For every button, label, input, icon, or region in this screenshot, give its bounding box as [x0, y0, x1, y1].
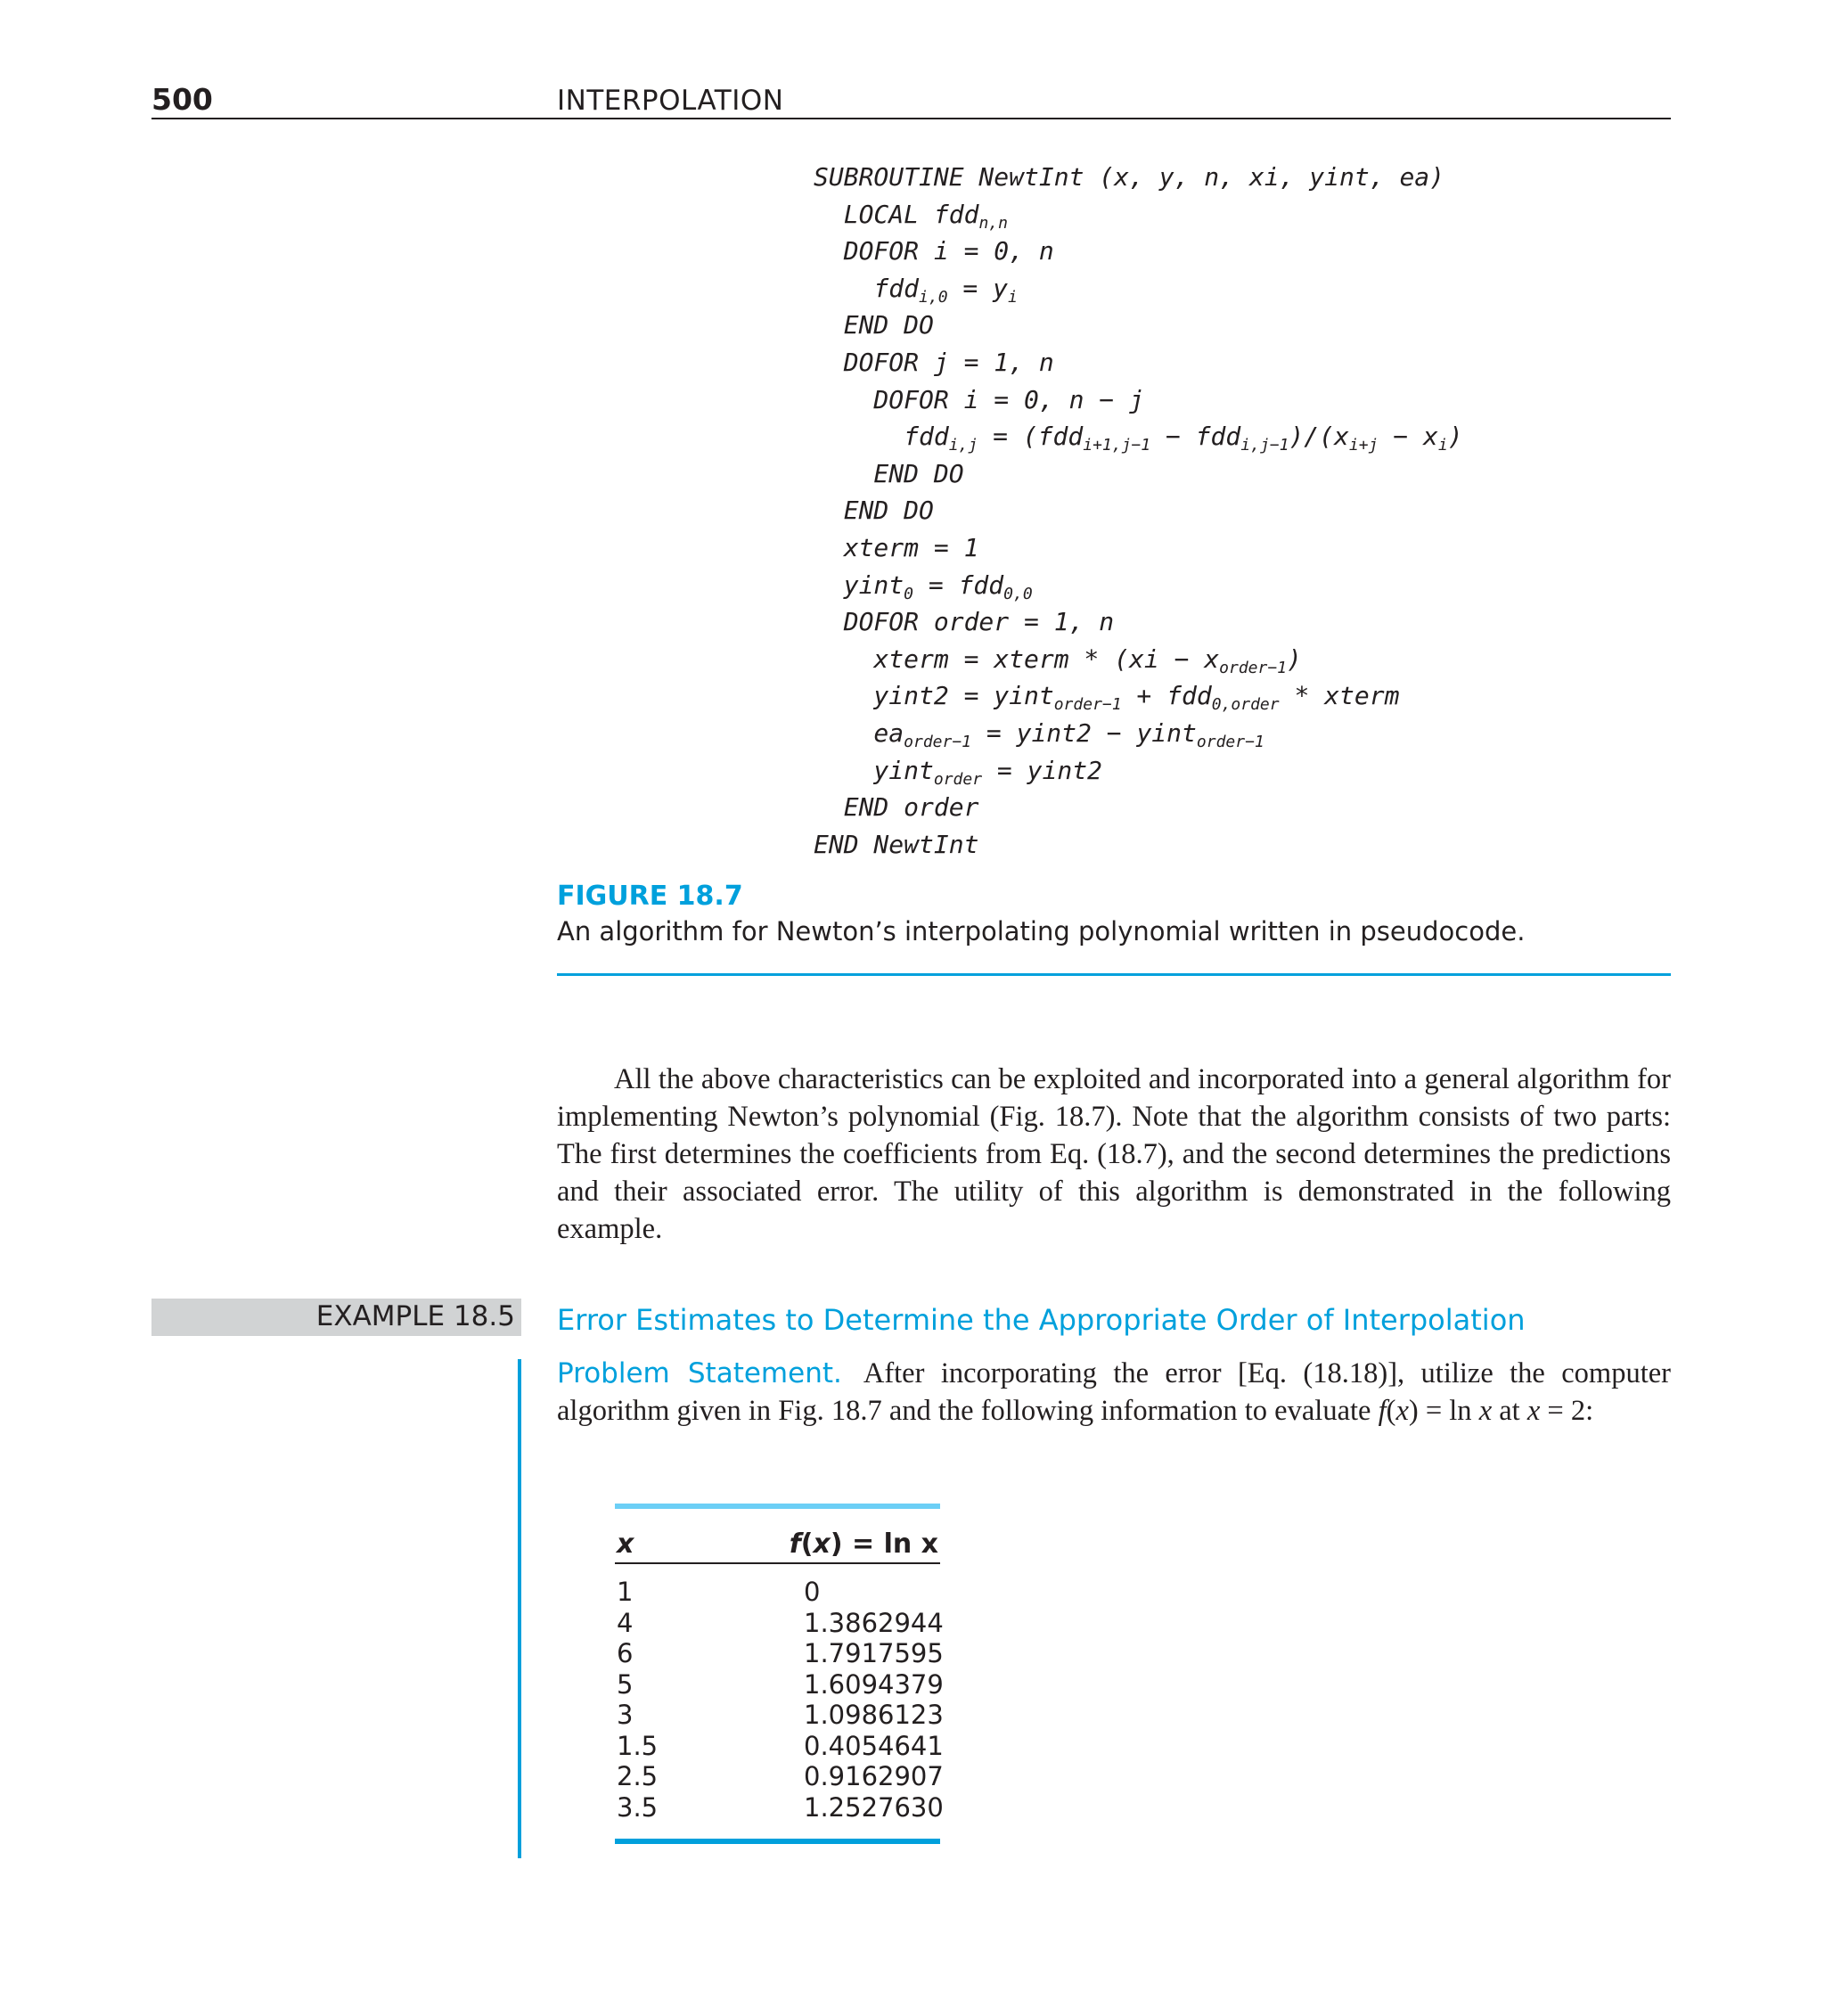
table-row: [615, 1791, 944, 1823]
pseudocode-line: END NewtInt: [814, 829, 979, 859]
pseudocode-line: END order: [814, 792, 979, 823]
table-cell-x: 2.5: [617, 1761, 659, 1791]
table-row: [615, 1668, 944, 1700]
pseudocode-line: $fdd_{i,0} = y_i$: [814, 273, 1018, 307]
pseudocode-line: xterm = xterm * $(xi - x_{order-1})$: [814, 643, 1302, 677]
problem-statement: [557, 1355, 1671, 1430]
pseudocode-line: DOFOR i = 0, n − j: [814, 384, 1144, 414]
problem-paren: (: [1386, 1395, 1396, 1427]
table-cell-fx: 0: [804, 1577, 821, 1607]
example-title: Error Estimates to Determine the Appropriate Order of Interpolation: [557, 1303, 1526, 1337]
pseudocode-line: yint$_{order}$ = yint2: [814, 755, 1102, 789]
problem-x3: x: [1526, 1395, 1541, 1427]
table-cell-x: 3.5: [617, 1791, 659, 1823]
problem-x2: x: [1478, 1395, 1493, 1427]
table-cell-x: 6: [617, 1638, 634, 1668]
header-rule: [151, 118, 1671, 119]
pseudocode-line: xterm = 1: [814, 532, 979, 562]
table-header-paren: (: [800, 1528, 814, 1560]
running-title: INTERPOLATION: [557, 85, 784, 117]
figure-label: FIGURE 18.7: [557, 881, 743, 912]
table-header-rest: ) = ln x: [830, 1528, 938, 1560]
table-cell-x: 1: [617, 1577, 634, 1607]
table-cell-fx: 1.6094379: [804, 1668, 944, 1700]
table-row: [615, 1638, 944, 1669]
problem-x1: x: [1395, 1395, 1409, 1427]
figure-rule: [557, 973, 1671, 976]
pseudocode-line: LOCAL fdd$_{n,n}$: [814, 199, 1008, 233]
example-side-bar: [518, 1359, 521, 1858]
problem-eq: = 2:: [1540, 1395, 1594, 1427]
body-paragraph: All the above characteristics can be exploited and incorporated into a general algorithm for implementing Newton’s polynomial (Fig. 18.7). Note that the algorithm consists of two parts: The first determines the coefficients from Eq. (18.7), and the second determines the predictions and their associated error. The utility of this algorithm is demonstrated in the following example.: [557, 1063, 1671, 1245]
pseudocode-line: DOFOR i = 0, n: [814, 236, 1054, 266]
table-cell-fx: 1.7917595: [804, 1638, 944, 1668]
data-table: [615, 1504, 944, 1844]
table-cell-fx: 1.3862944: [804, 1607, 944, 1638]
pseudocode-line: yint$_0$ = fdd$_{0,0}$: [814, 570, 1033, 603]
pseudocode-line: END DO: [814, 310, 934, 340]
table-row: [615, 1730, 944, 1762]
table-cell-fx: 0.9162907: [804, 1761, 944, 1791]
pseudocode-line: SUBROUTINE NewtInt (x, y, n, xi, yint, ea): [814, 162, 1445, 192]
table-body: [615, 1564, 944, 1823]
pseudocode-line: END DO: [814, 496, 934, 526]
problem-ln: ) = ln: [1408, 1395, 1479, 1427]
table-row: [615, 1700, 944, 1731]
pseudocode-line: $ea_{order-1}$ = yint2 − yint$_{order-1}$: [814, 717, 1264, 751]
problem-fx: f: [1378, 1395, 1387, 1427]
table-row: [615, 1761, 944, 1792]
table-cell-fx: 0.4054641: [804, 1730, 944, 1761]
problem-text: After incorporating the error [Eq. (18.18)], utilize the computer algorithm given in Fig. 18.7 and the following information to evaluate: [557, 1357, 1671, 1427]
table-cell-fx: 1.2527630: [804, 1791, 944, 1823]
problem-statement-label: Problem Statement.: [557, 1357, 842, 1389]
table-cell-x: 3: [617, 1700, 634, 1730]
table-header-x: x: [617, 1528, 634, 1560]
pseudocode-line: DOFOR order = 1, n: [814, 607, 1115, 637]
table-cell-x: 1.5: [617, 1730, 659, 1761]
example-label: EXAMPLE 18.5: [315, 1300, 515, 1332]
figure-caption: An algorithm for Newton’s interpolating polynomial written in pseudocode.: [557, 916, 1526, 947]
pseudocode-line: yint2 = yint$_{order-1}$ + fdd$_{0,order}$ * xterm: [814, 681, 1400, 715]
pseudocode-line: $fdd_{i,j} = (fdd_{i+1,j-1} - fdd_{i,j-1})/(x_{i+j} - x_i)$: [814, 422, 1463, 455]
table-bottom-rule: [615, 1839, 940, 1844]
table-header-fx-x: x: [813, 1528, 831, 1560]
pseudocode-line: END DO: [814, 458, 964, 488]
table-row: [615, 1577, 940, 1608]
pseudocode-line: DOFOR j = 1, n: [814, 347, 1054, 377]
pseudocode-block: [814, 159, 1463, 863]
table-cell-x: 4: [617, 1607, 634, 1638]
table-header-f: f: [789, 1528, 801, 1560]
problem-at: at: [1492, 1395, 1527, 1427]
table-header-fx: [790, 1528, 938, 1560]
page-number: 500: [151, 82, 213, 117]
table-header: [615, 1509, 940, 1559]
table-cell-fx: 1.0986123: [804, 1700, 944, 1730]
table-row: [615, 1607, 944, 1639]
table-cell-x: 5: [617, 1668, 634, 1700]
